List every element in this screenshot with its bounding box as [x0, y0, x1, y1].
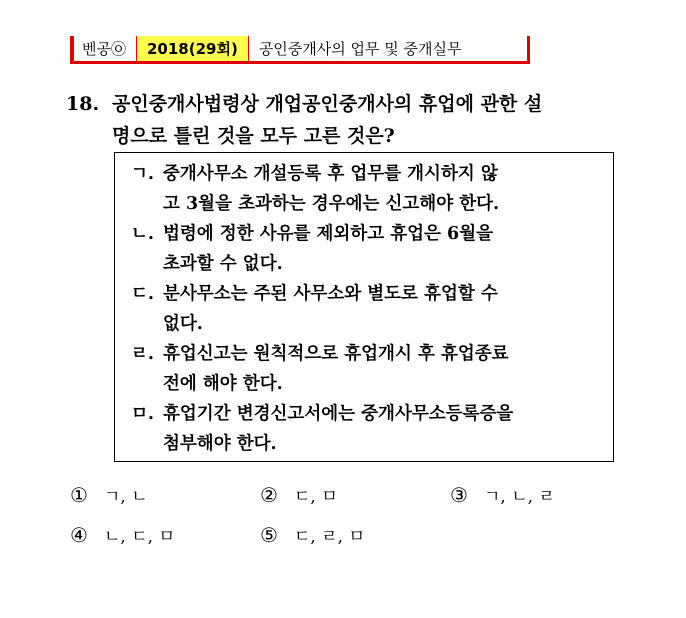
statement-text: 분사무소는 주된 사무소와 별도로 휴업할 수	[163, 284, 498, 304]
choice-number: ③	[450, 483, 468, 507]
choice-text: ㄱ, ㄴ, ㄹ	[484, 487, 555, 507]
statement-marker: ㄴ.	[131, 224, 154, 244]
statement-text: 휴업신고는 원칙적으로 휴업개시 후 휴업종료	[163, 344, 509, 364]
choice-4[interactable]	[70, 522, 175, 547]
choice-number: ⑤	[260, 523, 278, 547]
question-text-line2: 명으로 틀린 것을 모두 고른 것은?	[112, 125, 395, 147]
choice-3[interactable]	[450, 482, 555, 507]
choice-text: ㄷ, ㄹ, ㅁ	[294, 527, 365, 547]
choice-text: ㄱ, ㄴ	[104, 487, 148, 507]
statement-item	[131, 399, 601, 459]
question-text-line1: 공인중개사법령상 개업공인중개사의 휴업에 관한 설	[112, 93, 543, 115]
statements-box	[114, 152, 614, 462]
statement-text-cont: 전에 해야 한다.	[163, 374, 283, 394]
statement-text: 휴업기간 변경신고서에는 중개사무소등록증을	[163, 404, 514, 424]
choice-number: ④	[70, 523, 88, 547]
statement-text: 중개사무소 개설등록 후 업무를 개시하지 않	[163, 164, 498, 184]
choice-text: ㄴ, ㄷ, ㅁ	[104, 527, 175, 547]
choice-text: ㄷ, ㅁ	[294, 487, 338, 507]
statement-item	[131, 219, 601, 279]
statement-text-cont: 초과할 수 없다.	[163, 254, 283, 274]
header-tag: 벤공㉧	[74, 36, 137, 61]
statement-marker: ㄱ.	[131, 164, 154, 184]
statement-text-cont: 고 3월을 초과하는 경우에는 신고해야 한다.	[163, 194, 500, 214]
header-year: 2018(29회)	[137, 36, 249, 61]
header-subject-title: 공인중개사의 업무 및 중개실무	[258, 40, 462, 58]
statement-text-cont: 없다.	[163, 314, 203, 334]
question-number: 18.	[66, 93, 100, 115]
statement-item	[131, 279, 601, 339]
choice-1[interactable]	[70, 482, 148, 507]
statement-text-cont: 첨부해야 한다.	[163, 434, 277, 454]
statement-text: 법령에 정한 사유를 제외하고 휴업은 6월을	[163, 224, 494, 244]
statement-marker: ㅁ.	[131, 404, 154, 424]
statement-marker: ㄹ.	[131, 344, 154, 364]
statement-item	[131, 339, 601, 399]
choice-5[interactable]	[260, 522, 365, 547]
choice-number: ②	[260, 483, 278, 507]
statement-item	[131, 159, 601, 219]
statement-marker: ㄷ.	[131, 284, 154, 304]
choice-2[interactable]	[260, 482, 338, 507]
question	[66, 88, 626, 152]
exam-header	[70, 36, 530, 64]
choice-number: ①	[70, 483, 88, 507]
